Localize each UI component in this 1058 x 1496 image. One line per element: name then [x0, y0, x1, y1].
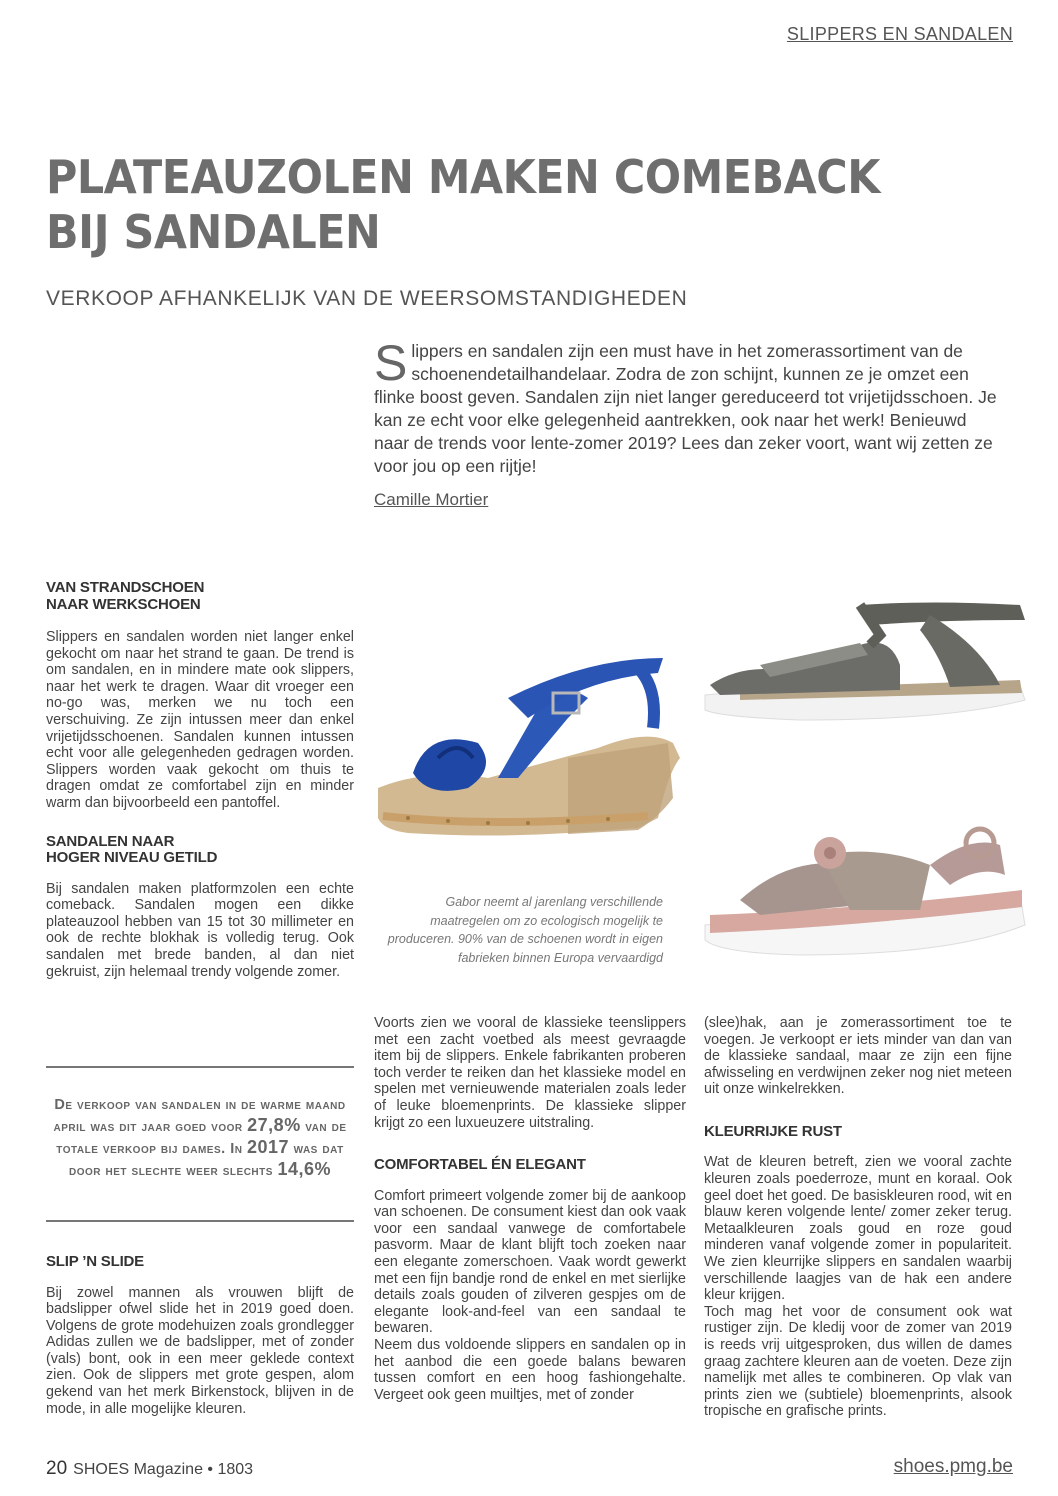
paragraph: Bij sandalen maken platformzolen een echte comeback. Sandalen mogen een dikke plateauzool hebben van 15 tot 30 millimeter en ook de rechte blokhak is volledig terug. Ook sandalen met brede banden, al dan niet gekruist, zijn helemaal trendy volgende zomer.	[46, 880, 354, 980]
intro-text: lippers en sandalen zijn een must have in het zomerassortiment van de schoenendetailhandelaar. Zodra de zon schijnt, kunnen ze je omzet een flinke boost geven. Sandalen zijn niet langer gereduceerd tot vrijetijdsschoen. Je kan ze echt voor elke gelegenheid aantrekken, ook naar het werk! Benieuwd naar de trends voor lente-zomer 2019? Lees dan zeker voort, want wij zetten ze voor jou op een rijtje!	[374, 341, 997, 476]
heading-slip-n-slide: SLIP ’N SLIDE	[46, 1253, 144, 1270]
paragraph: Voorts zien we vooral de klassieke teenslippers met een zacht voetbed als meest gevraagde item bij de slippers. Enkele fabrikanten proberen toch verder te reiken dan het klassieke model en spelen met vernieuwende materialen zoals leder of leuke bloemenprints. De klassieke slipper krijgt zo een luxueuzere uitstraling.	[374, 1015, 686, 1131]
website-link[interactable]: shoes.pmg.be	[893, 1456, 1013, 1477]
quote-text: De verkoop van sandalen in de warme maand april was dit jaar goed voor	[53, 1097, 346, 1135]
paragraph: Slippers en sandalen worden niet langer enkel gekocht om naar het strand te gaan. De trend is om sandalen, en in mindere mate ook slippers, naar het werk te dragen. Waar dit vroeger een no-go was, merken we nu toch een verschuiving. Ze zijn intussen meer dan enkel vrijetijdsschoenen. Sandalen kunnen intussen echt voor alle gelegenheden gedragen worden. Slippers worden vaak gekocht om thuis te dragen omdat ze comfortabel zijn en minder warm dan bijvoorbeeld een pantoffel.	[46, 629, 354, 811]
paragraph: Comfort primeert volgende zomer bij de aankoop van schoenen. De consument kiest dan ook vaak voor een sandaal vanwege de comfortabele pasvorm. Maar de klant blijft toch zoeken naar een elegante zomerschoen. Vaak wordt gewerkt met een fijn bandje rond de enkel en met sierlijke details zoals gouden of zilveren gespjes om de elegante look-and-feel van een sandaal te bewaren.	[374, 1187, 686, 1337]
page-number: 20	[46, 1458, 68, 1479]
rose-metallic-sandal-image	[700, 815, 1030, 965]
quote-text: van de totale verkoop bij dames. In	[56, 1119, 347, 1157]
column-1-bottom	[46, 1254, 354, 1417]
section-tag: SLIPPERS EN SANDALEN	[786, 24, 1013, 44]
headline	[46, 150, 883, 260]
heading-line: SANDALEN NAAR	[46, 832, 175, 850]
divider-bottom	[46, 1220, 354, 1222]
blue-wedge-sandal-image	[368, 648, 684, 848]
column-3	[704, 1015, 1012, 1420]
intro-paragraph	[374, 335, 1002, 478]
heading-kleurrijke-rust: KLEURRIJKE RUST	[704, 1122, 842, 1140]
dropcap: S	[374, 335, 408, 391]
divider-top	[46, 1066, 354, 1068]
magazine-issue: SHOES Magazine • 1803	[73, 1461, 254, 1478]
paragraph: (slee)hak, aan je zomerassortiment toe te voegen. Je verkoopt er iets minder van dan van de klassieke sandaal, maar ze zijn een fijne afwisseling en verdwijnen zeker nog niet meteen uit onze winkelrekken.	[704, 1015, 1012, 1098]
paragraph: Bij zowel mannen als vrouwen blijft de badslipper ofwel slide het in 2019 goed doen. Volgens de grote modehuizen zoals grondlegger Adidas zullen we de badslipper, met of zonder (vals) bont, ook in een meer geklede context zien. Ook de slippers met grote gespen, alom gekend van het merk Birkenstock, blijven in de mode, in alle mogelijke kleuren.	[46, 1284, 354, 1417]
quote-year: 2017	[246, 1137, 290, 1157]
headline-line2: BIJ SANDALEN	[46, 205, 381, 259]
author-link[interactable]: Camille Mortier	[374, 490, 489, 509]
paragraph: Wat de kleuren betreft, zien we vooral zachte kleuren zoals poederroze, munt en koraal. Ook geel doet het goed. De basiskleuren rood, wit en blauw keren volgende lente/ zomer zeker terug. Metaalkleuren zoals goud en roze goud minderen vanaf volgende zomer in populariteit. We zien kleurrijke slippers en sandalen waarbij verschillende laagjes van de hak een andere kleur krijgen.	[704, 1154, 1012, 1304]
pull-quote	[46, 1095, 354, 1181]
heading-strandschoen	[46, 580, 354, 613]
subheadline: VERKOOP AFHANKELIJK VAN DE WEERSOMSTANDIGHEDEN	[46, 287, 688, 310]
headline-line1: PLATEAUZOLEN MAKEN COMEBACK	[46, 150, 880, 204]
quote-stat: 14,6%	[277, 1159, 332, 1179]
heading-line: VAN STRANDSCHOEN	[46, 579, 205, 596]
heading-sandalen-niveau	[46, 834, 354, 867]
column-2	[374, 1015, 686, 1403]
quote-stat: 27,8%	[247, 1115, 301, 1135]
paragraph: Neem dus voldoende slippers en sandalen op in het aanbod die een goede balans bewaren tussen comfort en een hoog fashiongehalte. Vergeet ook geen muiltjes, met of zonder	[374, 1337, 686, 1403]
quote-text: was dat door het slechte weer slechts	[68, 1141, 344, 1179]
heading-comfortabel: COMFORTABEL ÉN ELEGANT	[374, 1156, 586, 1174]
footer-info	[46, 1458, 253, 1480]
heading-line: NAAR WERKSCHOEN	[46, 595, 201, 613]
heading-line: HOGER NIVEAU GETILD	[46, 849, 218, 867]
column-1	[46, 580, 354, 980]
image-caption: Gabor neemt al jarenlang verschillende maatregelen om zo ecologisch mogelijk te produceren. 90% van de schoenen wordt in eigen fabrieken binnen Europa vervaardigd	[387, 895, 663, 965]
paragraph: Toch mag het voor de consument ook wat rustiger zijn. De kledij voor de zomer van 2019 is reeds vrij uitgesproken, dus willen de dames graag zachtere kleuren aan de voeten. Deze zijn namelijk met alles te combineren. Op vlak van prints zien we (subtiele) bloemenprints, alsook tropische en grafische prints.	[704, 1303, 1012, 1420]
grey-sandal-image	[700, 575, 1030, 725]
